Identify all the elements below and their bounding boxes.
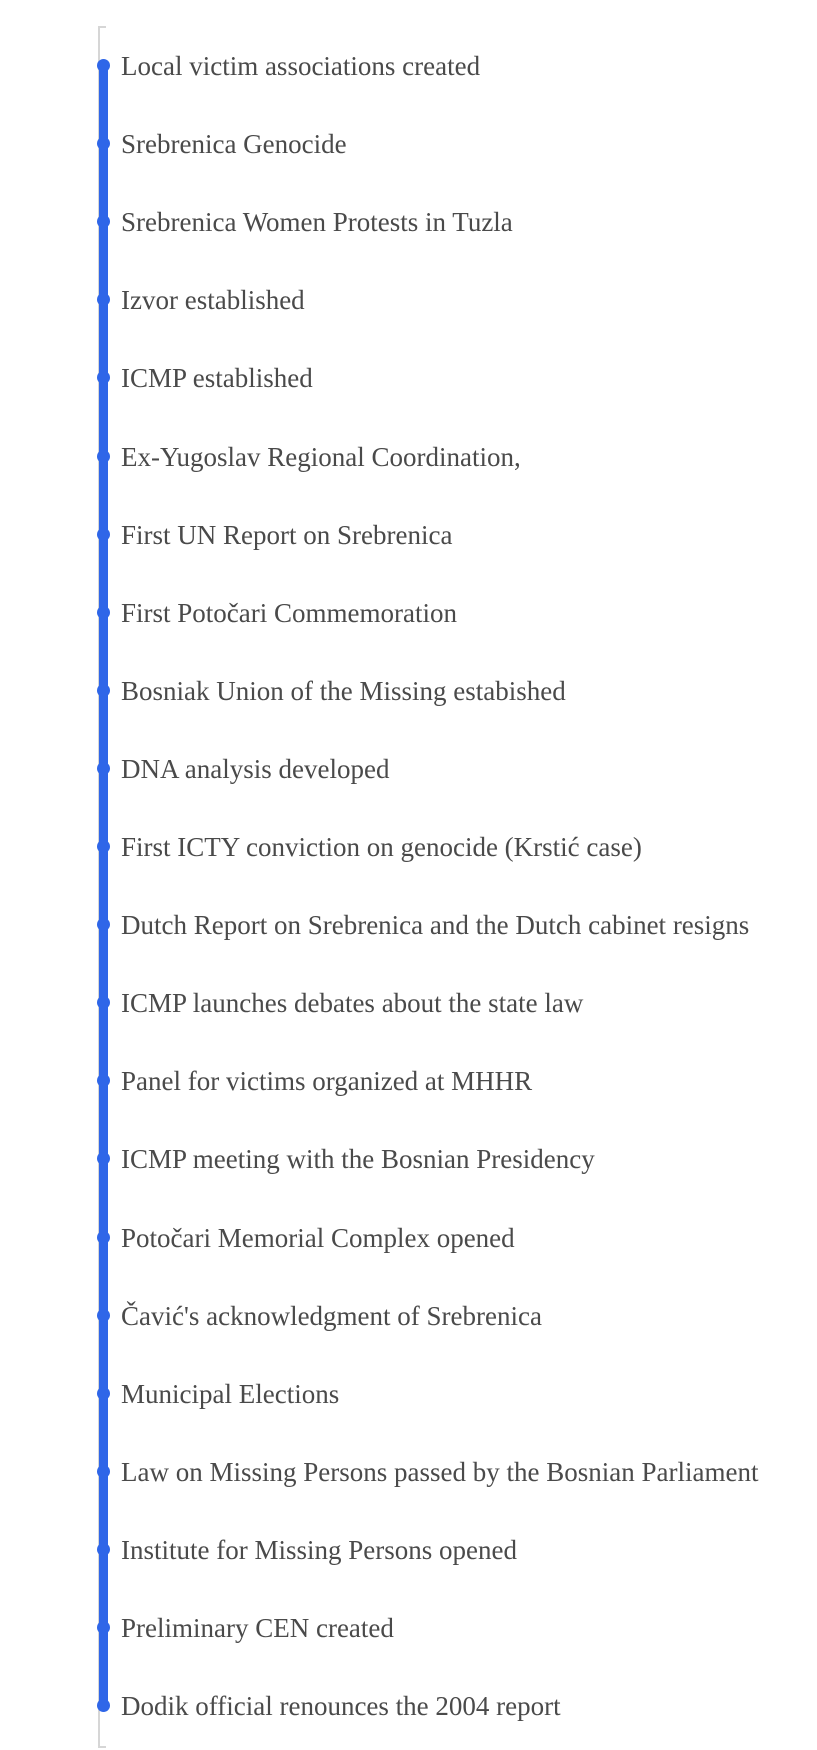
event-marker — [97, 762, 110, 775]
event-label: Law on Missing Persons passed by the Bosnian Parliament — [121, 1456, 759, 1487]
event-label: Srebrenica Women Protests in Tuzla — [121, 207, 513, 238]
event-label: Čavić's acknowledgment of Srebrenica — [121, 1300, 542, 1331]
event-marker — [97, 215, 110, 228]
event-marker — [97, 59, 110, 72]
event-marker — [97, 450, 110, 463]
event-label: Ex-Yugoslav Regional Coordination, — [121, 441, 521, 472]
event-label: Dodik official renounces the 2004 report — [121, 1691, 561, 1722]
event-label: Institute for Missing Persons opened — [121, 1534, 517, 1565]
event-marker — [97, 1465, 110, 1478]
event-marker — [97, 1309, 110, 1322]
event-label: ICMP launches debates about the state law — [121, 988, 584, 1019]
event-label: ICMP established — [121, 363, 313, 394]
timeline-bar — [99, 64, 108, 1705]
event-marker — [97, 606, 110, 619]
event-marker — [97, 1699, 110, 1712]
event-label: First ICTY conviction on genocide (Krstić case) — [121, 832, 642, 862]
event-marker — [97, 528, 110, 541]
event-label: First Potočari Commemoration — [121, 597, 457, 628]
event-marker — [97, 1543, 110, 1556]
event-marker — [97, 137, 110, 150]
event-marker — [97, 1074, 110, 1087]
event-marker — [97, 371, 110, 384]
event-marker — [97, 840, 110, 853]
event-label: Municipal Elections — [121, 1378, 340, 1409]
event-marker — [97, 918, 110, 931]
event-label: Srebrenica Genocide — [121, 129, 347, 160]
event-label: First UN Report on Srebrenica — [121, 519, 453, 550]
event-label: DNA analysis developed — [121, 753, 390, 784]
event-marker — [97, 996, 110, 1009]
event-marker — [97, 293, 110, 306]
axis-tick-top — [98, 26, 106, 28]
event-label: Panel for victims organized at MHHR — [121, 1066, 533, 1097]
event-label: Local victim associations created — [121, 51, 481, 81]
event-label: Bosniak Union of the Missing estabished — [121, 675, 566, 706]
event-label: Preliminary CEN created — [121, 1613, 394, 1643]
event-marker — [97, 684, 110, 697]
event-marker — [97, 1387, 110, 1400]
event-label: ICMP meeting with the Bosnian Presidency — [121, 1144, 595, 1175]
event-label: Dutch Report on Srebrenica and the Dutch cabinet resigns — [121, 910, 750, 941]
axis-tick-bottom — [98, 1746, 106, 1748]
event-marker — [97, 1231, 110, 1244]
event-label: Izvor established — [121, 285, 305, 316]
event-marker — [97, 1621, 110, 1634]
event-label: Potočari Memorial Complex opened — [121, 1222, 515, 1253]
event-marker — [97, 1152, 110, 1165]
